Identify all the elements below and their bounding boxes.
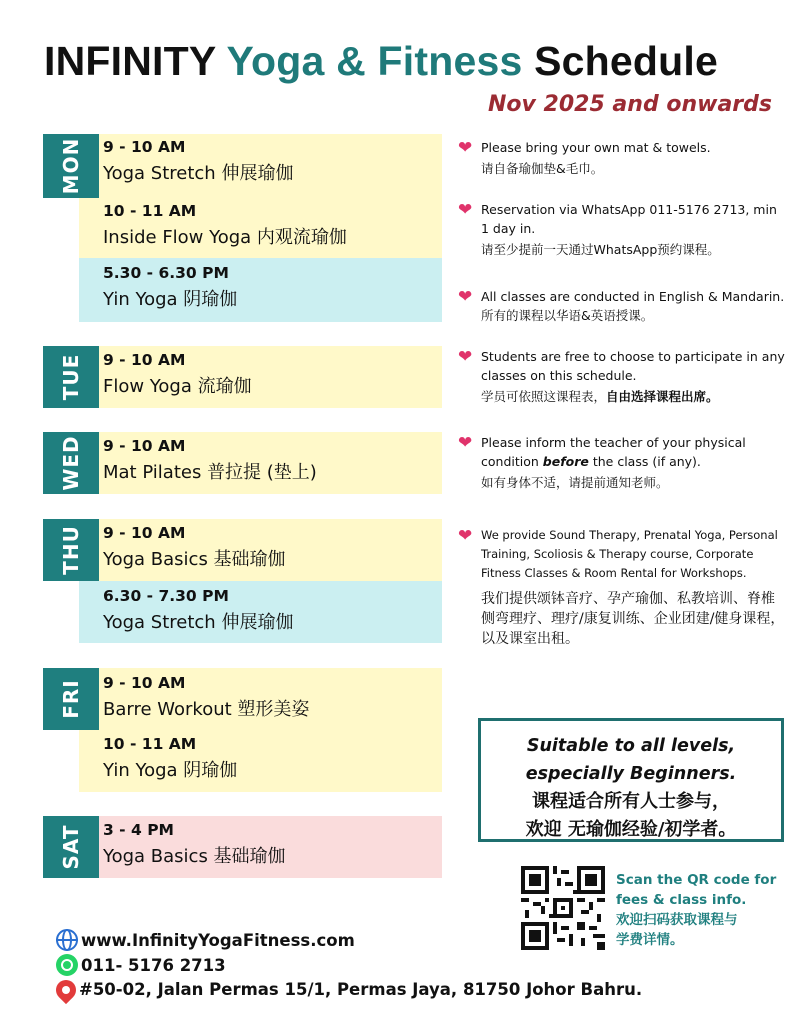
levels-line-2: especially Beginners. bbox=[525, 764, 737, 784]
class-entry bbox=[103, 820, 286, 870]
class-time: 6.30 - 7.30 PM bbox=[103, 587, 229, 605]
class-name: Yoga Basics 基础瑜伽 bbox=[103, 846, 286, 867]
note-en: Please bring your own mat & towels. bbox=[481, 140, 711, 155]
class-time: 9 - 10 AM bbox=[103, 674, 186, 692]
note-zh: 请至少提前一天通过WhatsApp预约课程。 bbox=[481, 242, 720, 257]
note-zh: 我们提供颂钵音疗、孕产瑜伽、私教培训、脊椎侧弯理疗、理疗/康复训练、企业团建/健身课程，以及课室出租。 bbox=[481, 591, 785, 647]
class-entry bbox=[103, 137, 293, 187]
note-item bbox=[458, 347, 788, 406]
class-time: 10 - 11 AM bbox=[103, 735, 197, 753]
qr-note bbox=[616, 870, 786, 950]
class-name: Yoga Basics 基础瑜伽 bbox=[103, 549, 286, 570]
note-en-a: Please inform the teacher of your physical condition bbox=[481, 435, 746, 469]
day-tab-thu: THU bbox=[43, 519, 99, 581]
page-title bbox=[44, 36, 764, 86]
note-en: Reservation via WhatsApp 011-5176 2713, min 1 day in. bbox=[481, 202, 777, 236]
class-time: 9 - 10 AM bbox=[103, 138, 186, 156]
page-subtitle: Nov 2025 and onwards bbox=[488, 92, 772, 117]
title-schedule: Schedule bbox=[522, 38, 718, 84]
address-text: #50-02, Jalan Permas 15/1, Permas Jaya, 81750 Johor Bahru. bbox=[79, 980, 643, 999]
note-en-b: the class (if any). bbox=[588, 454, 701, 469]
note-zh-bold: 自由选择课程出席。 bbox=[606, 389, 719, 404]
class-time: 9 - 10 AM bbox=[103, 351, 186, 369]
location-pin-icon bbox=[52, 976, 80, 1004]
qr-note-en-2: fees & class info. bbox=[616, 892, 747, 908]
class-entry bbox=[103, 201, 347, 251]
class-name: Inside Flow Yoga 内观流瑜伽 bbox=[103, 227, 347, 248]
class-entry bbox=[103, 436, 317, 486]
contact-phone[interactable] bbox=[56, 954, 226, 977]
qr-code[interactable] bbox=[519, 866, 607, 950]
levels-line-3: 课程适合所有人士参与， bbox=[532, 791, 730, 812]
note-zh: 请自备瑜伽垫&毛巾。 bbox=[481, 161, 604, 176]
class-time: 10 - 11 AM bbox=[103, 202, 197, 220]
class-time: 9 - 10 AM bbox=[103, 437, 186, 455]
contact-website[interactable] bbox=[56, 929, 355, 952]
note-en bbox=[481, 433, 788, 471]
note-item bbox=[458, 287, 788, 325]
heart-icon: ❤ bbox=[458, 138, 473, 158]
class-name: Yin Yoga 阴瑜伽 bbox=[103, 760, 238, 781]
heart-icon: ❤ bbox=[458, 433, 473, 453]
levels-box bbox=[478, 718, 784, 842]
title-yoga-fitness: Yoga & Fitness bbox=[226, 38, 523, 84]
note-item bbox=[458, 433, 788, 492]
contact-address bbox=[56, 979, 642, 1001]
class-entry bbox=[103, 263, 237, 313]
note-en: All classes are conducted in English & Mandarin. 所有的课程以华语&英语授课。 bbox=[481, 289, 785, 323]
title-brand: INFINITY bbox=[44, 38, 227, 84]
note-en: Students are free to choose to participate in any classes on this schedule. bbox=[481, 349, 785, 383]
qr-note-en-1: Scan the QR code for bbox=[616, 872, 777, 888]
heart-icon: ❤ bbox=[458, 200, 473, 220]
qr-note-zh-2: 学费详情。 bbox=[616, 932, 684, 948]
day-tab-fri: FRI bbox=[43, 668, 99, 730]
note-zh: 如有身体不适，请提前通知老师。 bbox=[481, 475, 669, 490]
class-entry bbox=[103, 586, 293, 636]
heart-icon: ❤ bbox=[458, 347, 473, 367]
class-name: Flow Yoga 流瑜伽 bbox=[103, 376, 252, 397]
heart-icon: ❤ bbox=[458, 287, 473, 307]
phone-text[interactable]: 011- 5176 2713 bbox=[81, 956, 226, 975]
levels-line-1: Suitable to all levels, bbox=[526, 736, 736, 756]
website-text[interactable]: www.InfinityYogaFitness.com bbox=[81, 931, 355, 950]
day-tab-wed: WED bbox=[43, 432, 99, 494]
class-time: 5.30 - 6.30 PM bbox=[103, 264, 229, 282]
note-zh-a: 学员可依照这课程表， bbox=[481, 389, 607, 404]
class-time: 9 - 10 AM bbox=[103, 524, 186, 542]
note-en: We provide Sound Therapy, Prenatal Yoga, Personal Training, Scoliosis & Therapy course, Corporate Fitness Classes & Room Rental for Workshops. bbox=[481, 528, 778, 580]
levels-line-4: 欢迎 无瑜伽经验/初学者。 bbox=[525, 819, 737, 840]
note-item bbox=[458, 138, 788, 178]
class-name: Barre Workout 塑形美姿 bbox=[103, 699, 310, 720]
day-tab-sat: SAT bbox=[43, 816, 99, 878]
note-item bbox=[458, 526, 788, 649]
qr-note-zh-1: 欢迎扫码获取课程与 bbox=[616, 912, 738, 928]
class-entry bbox=[103, 734, 237, 784]
note-zh bbox=[481, 387, 788, 406]
class-entry bbox=[103, 350, 252, 400]
heart-icon: ❤ bbox=[458, 526, 473, 546]
note-en-emphasis: before bbox=[542, 454, 589, 469]
class-entry bbox=[103, 673, 309, 723]
class-name: Yin Yoga 阴瑜伽 bbox=[103, 289, 238, 310]
note-item bbox=[458, 200, 788, 259]
whatsapp-icon bbox=[56, 954, 78, 976]
globe-icon bbox=[56, 929, 78, 951]
day-tab-mon: MON bbox=[43, 134, 99, 198]
class-name: Yoga Stretch 伸展瑜伽 bbox=[103, 612, 294, 633]
class-entry bbox=[103, 523, 286, 573]
class-time: 3 - 4 PM bbox=[103, 821, 174, 839]
class-name: Yoga Stretch 伸展瑜伽 bbox=[103, 163, 294, 184]
day-tab-tue: TUE bbox=[43, 346, 99, 408]
class-name: Mat Pilates 普拉提 (垫上) bbox=[103, 462, 317, 483]
